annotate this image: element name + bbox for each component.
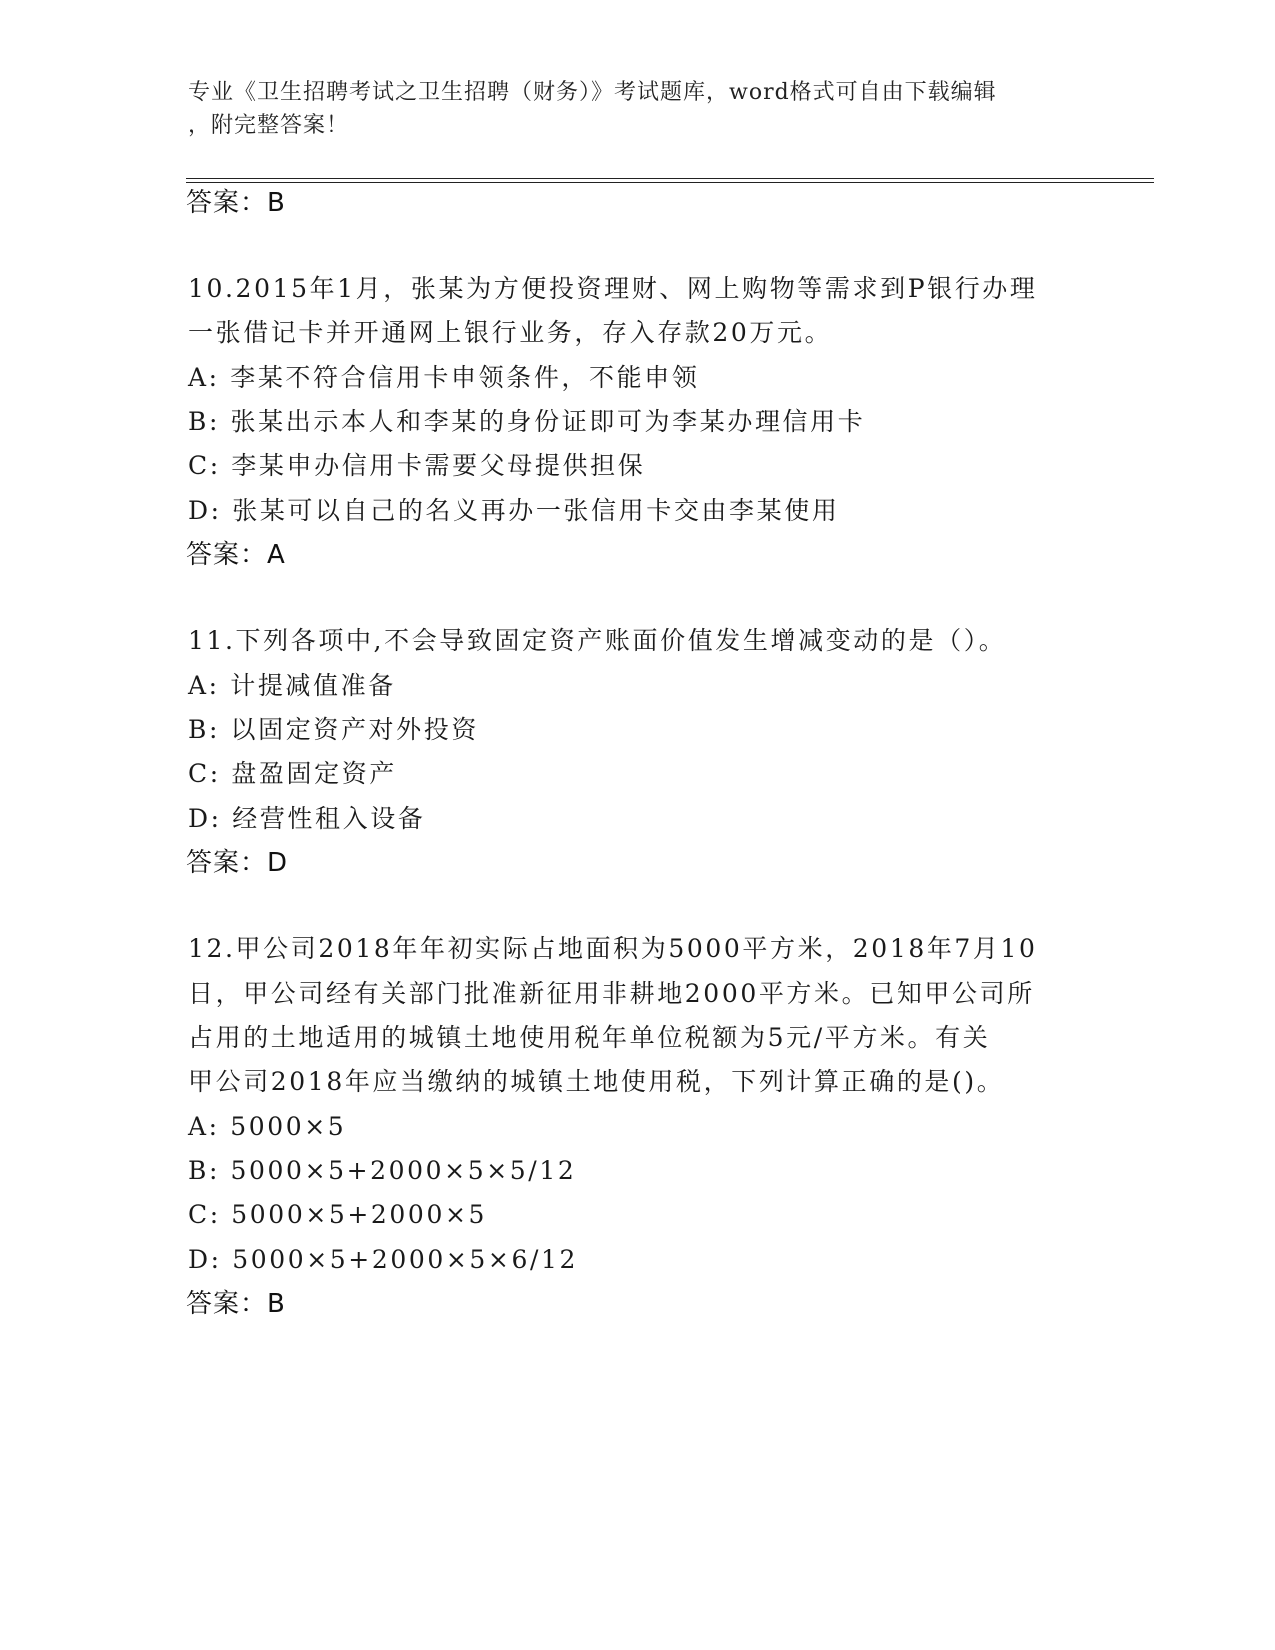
question-11-stem-1: 11.下列各项中,不会导致固定资产账面价值发生增减变动的是（）。 — [188, 626, 1007, 655]
question-11-option-d: D: 经营性租入设备 — [188, 804, 426, 833]
header-line-1: 专业《卫生招聘考试之卫生招聘（财务）》考试题库，word格式可自由下载编辑 — [188, 80, 997, 105]
question-10-option-c: C: 李某申办信用卡需要父母提供担保 — [188, 451, 646, 480]
question-12-stem-4: 甲公司2018年应当缴纳的城镇土地使用税，下列计算正确的是()。 — [188, 1067, 1005, 1096]
question-10-stem-2: 一张借记卡并开通网上银行业务，存入存款20万元。 — [188, 318, 833, 347]
question-12-stem-3: 占用的土地适用的城镇土地使用税年单位税额为5元/平方米。有关 — [188, 1023, 991, 1052]
question-12-option-a: A: 5000×5 — [188, 1112, 347, 1141]
question-12-stem-2: 日，甲公司经有关部门批准新征用非耕地2000平方米。已知甲公司所 — [188, 979, 1035, 1008]
question-12-option-c: C: 5000×5+2000×5 — [188, 1200, 487, 1229]
question-12-stem-1: 12.甲公司2018年年初实际占地面积为5000平方米，2018年7月10 — [188, 934, 1038, 963]
question-11-option-c: C: 盘盈固定资产 — [188, 759, 397, 788]
question-10-option-b: B: 张某出示本人和李某的身份证即可为李某办理信用卡 — [188, 407, 866, 436]
question-10-option-a: A: 李某不符合信用卡申领条件，不能申领 — [188, 363, 700, 392]
question-10-option-d: D: 张某可以自己的名义再办一张信用卡交由李某使用 — [188, 496, 840, 525]
question-12-option-d: D: 5000×5+2000×5×6/12 — [188, 1245, 579, 1274]
header-rule-top — [186, 178, 1154, 179]
question-11-option-b: B: 以固定资产对外投资 — [188, 715, 479, 744]
header-rule-bottom — [186, 182, 1154, 183]
question-11-option-a: A: 计提减值准备 — [188, 671, 396, 700]
page-header — [188, 76, 1068, 142]
question-10-stem-1: 10.2015年1月，张某为方便投资理财、网上购物等需求到P银行办理 — [188, 274, 1038, 303]
answer-9: 答案：B — [186, 188, 286, 218]
question-12-option-b: B: 5000×5+2000×5×5/12 — [188, 1156, 577, 1185]
answer-10: 答案：A — [186, 540, 286, 570]
answer-11: 答案：D — [186, 848, 289, 878]
header-line-2: ，附完整答案！ — [188, 113, 350, 138]
answer-12: 答案：B — [186, 1289, 286, 1319]
